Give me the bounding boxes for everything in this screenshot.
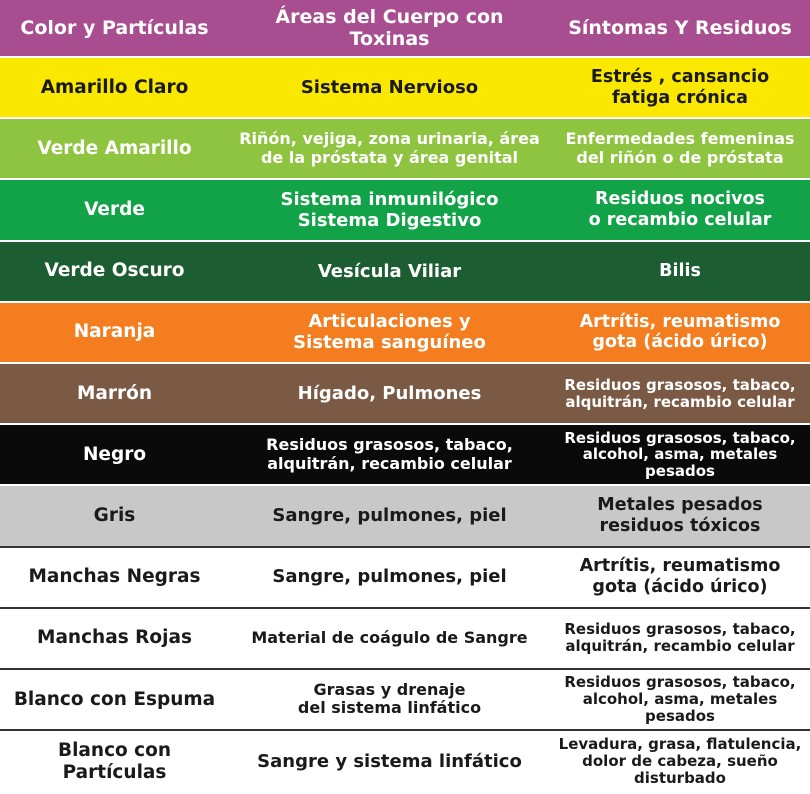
- table-row: [0, 731, 810, 792]
- color-cell: Marrón: [76, 382, 153, 404]
- area-cell: Sistema Nervioso: [300, 76, 479, 98]
- symptom-cell: Bilis: [659, 260, 701, 281]
- header-symptoms: Síntomas Y Residuos: [568, 16, 792, 39]
- table-row: [0, 303, 810, 364]
- area-cell: Articulaciones y Sistema sanguíneo: [293, 311, 486, 354]
- symptom-cell: Residuos grasosos, tabaco, alquitrán, recambio celular: [564, 375, 796, 411]
- area-cell: Vesícula Viliar: [317, 260, 462, 282]
- header-color: Color y Partículas: [20, 16, 209, 39]
- color-cell: Verde: [84, 199, 145, 221]
- color-cell: Naranja: [73, 321, 156, 343]
- table-row: [0, 670, 810, 731]
- color-cell: Amarillo Claro: [40, 76, 189, 98]
- area-cell: Sangre y sistema linfático: [257, 751, 522, 773]
- color-cell: Manchas Rojas: [37, 627, 192, 649]
- symptom-cell: Residuos grasosos, tabaco, alcohol, asma, metales pesados: [564, 428, 796, 481]
- symptom-cell: Levadura, grasa, flatulencia, dolor de cabeza, sueño disturbado: [558, 735, 802, 788]
- table-row: [0, 486, 810, 547]
- area-cell: Sangre, pulmones, piel: [272, 505, 507, 527]
- symptom-cell: Artrítis, reumatismo gota (ácido úrico): [579, 311, 781, 353]
- color-cell: Verde Oscuro: [44, 260, 185, 282]
- symptom-cell: Estrés , cansancio fatiga crónica: [590, 66, 770, 108]
- area-cell: Material de coágulo de Sangre: [251, 627, 528, 647]
- table-row: [0, 180, 810, 241]
- color-cell: Negro: [82, 443, 147, 465]
- table-row: [0, 609, 810, 670]
- table-row: [0, 119, 810, 180]
- color-cell: Manchas Negras: [28, 566, 201, 588]
- area-cell: Grasas y drenaje del sistema linfático: [297, 679, 482, 718]
- color-cell: Blanco con Espuma: [13, 688, 216, 710]
- table-row: [0, 242, 810, 303]
- table-row: [0, 58, 810, 119]
- color-cell: Verde Amarillo: [37, 137, 192, 159]
- area-cell: Sangre, pulmones, piel: [272, 566, 507, 588]
- header-body-areas: Áreas del Cuerpo con Toxinas: [275, 5, 504, 50]
- table-row: [0, 548, 810, 609]
- symptom-cell: Residuos nocivos o recambio celular: [588, 189, 772, 230]
- symptom-cell: Metales pesados residuos tóxicos: [597, 495, 763, 536]
- table-row: [0, 425, 810, 486]
- symptom-cell: Artrítis, reumatismo gota (ácido úrico): [579, 556, 781, 598]
- color-cell: Blanco con Partículas: [57, 739, 172, 783]
- table-header: [0, 0, 810, 58]
- symptom-cell: Residuos grasosos, tabaco, alquitrán, recambio celular: [564, 620, 796, 656]
- symptom-cell: Residuos grasosos, tabaco, alcohol, asma, metales pesados: [564, 673, 796, 725]
- symptom-cell: Enfermedades femeninas del riñón o de próstata: [565, 128, 795, 167]
- area-cell: Riñón, vejiga, zona urinaria, área de la próstata y área genital: [239, 128, 540, 167]
- area-cell: Hígado, Pulmones: [297, 382, 482, 404]
- color-cell: Gris: [93, 504, 136, 526]
- area-cell: Sistema inmunilógico Sistema Digestivo: [280, 188, 499, 231]
- area-cell: Residuos grasosos, tabaco, alquitrán, recambio celular: [266, 434, 513, 473]
- table-row: [0, 364, 810, 425]
